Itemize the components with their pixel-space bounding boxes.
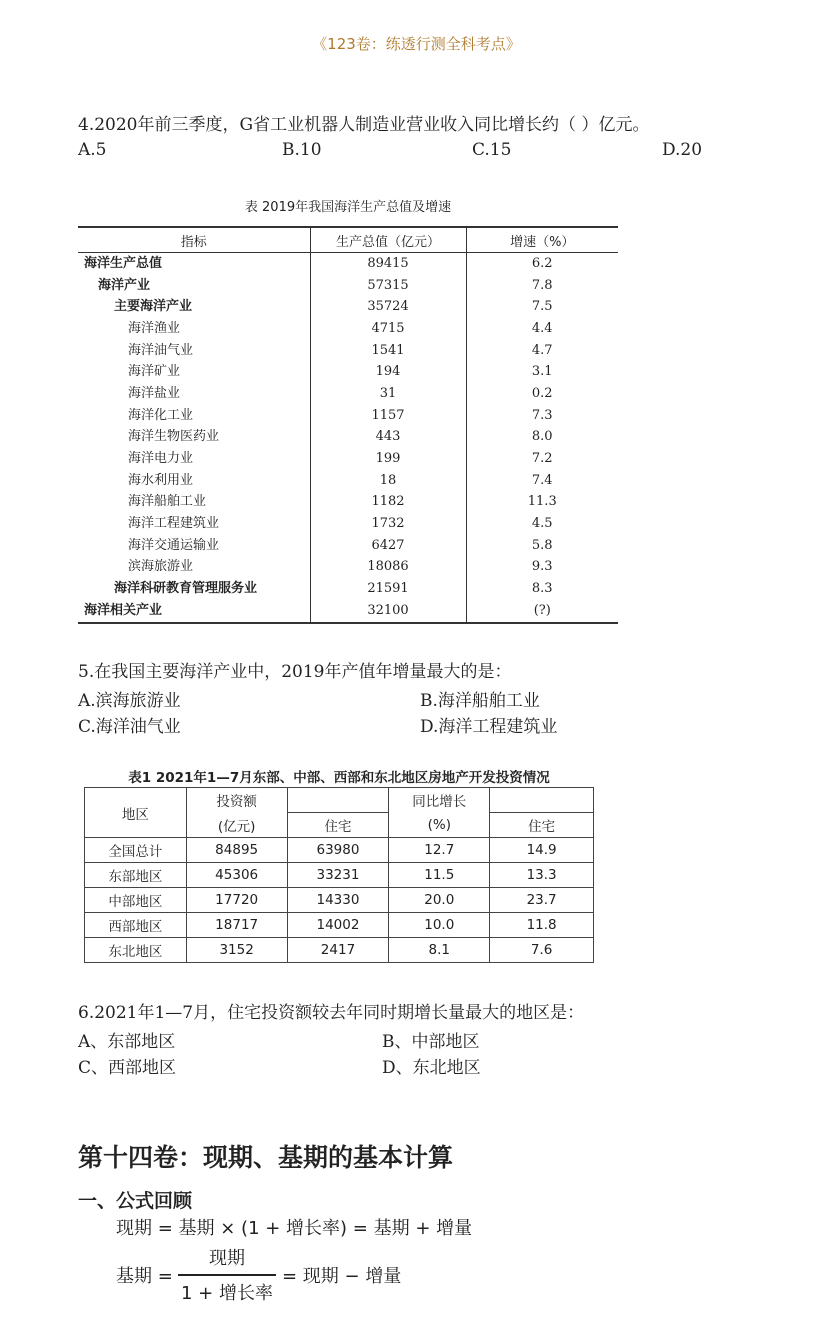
q6-option-d: D、东北地区 xyxy=(382,1058,481,1078)
section-title: 第十四卷：现期、基期的基本计算 xyxy=(78,1143,454,1172)
row-growth: 9.3 xyxy=(466,557,618,579)
question-4-text: 4.2020年前三季度，G省工业机器人制造业营业收入同比增长约（ ）亿元。 xyxy=(78,115,650,135)
table-row xyxy=(78,383,618,405)
row-name: 海洋科研教育管理服务业 xyxy=(114,581,258,597)
row-value: 1732 xyxy=(310,513,466,535)
row-value: 6427 xyxy=(310,535,466,557)
cell-investment: 17720 xyxy=(186,888,287,913)
row-value: 21591 xyxy=(310,578,466,600)
header-growth-residential: 住宅 xyxy=(490,813,594,838)
question-6-text: 6.2021年1—7月，住宅投资额较去年同时期增长量最大的地区是： xyxy=(78,1003,585,1023)
cell-investment: 45306 xyxy=(186,863,287,888)
row-growth: 7.4 xyxy=(466,470,618,492)
q6-option-b: B、中部地区 xyxy=(382,1032,480,1052)
row-name: 海洋船舶工业 xyxy=(128,494,207,510)
row-growth: 4.7 xyxy=(466,340,618,362)
formula-base-lhs: 基期 = xyxy=(116,1266,173,1287)
cell-growth-residential: 13.3 xyxy=(490,863,594,888)
row-growth: 3.1 xyxy=(466,361,618,383)
row-growth: 8.0 xyxy=(466,427,618,449)
row-name: 海洋电力业 xyxy=(128,451,194,467)
fraction-bar xyxy=(178,1274,276,1276)
table-row xyxy=(78,513,618,535)
cell-residential: 14330 xyxy=(287,888,389,913)
row-name: 海洋盐业 xyxy=(128,385,181,401)
cell-growth-residential: 11.8 xyxy=(490,913,594,938)
section-subtitle: 一、公式回顾 xyxy=(78,1190,193,1212)
formula-numerator: 现期 xyxy=(209,1248,245,1269)
cell-growth-residential: 7.6 xyxy=(490,938,594,963)
row-value: 443 xyxy=(310,427,466,449)
cell-growth: 20.0 xyxy=(389,888,490,913)
row-value: 1157 xyxy=(310,405,466,427)
header-region: 地区 xyxy=(85,788,187,838)
cell-investment: 18717 xyxy=(186,913,287,938)
table-row xyxy=(78,275,618,297)
cell-growth: 8.1 xyxy=(389,938,490,963)
cell-residential: 63980 xyxy=(287,838,389,863)
marine-gdp-table xyxy=(78,226,618,624)
question-5-text: 5.在我国主要海洋产业中，2019年产值年增量最大的是： xyxy=(78,662,512,682)
table-row xyxy=(78,535,618,557)
q5-option-d: D.海洋工程建筑业 xyxy=(420,717,558,737)
cell-residential: 14002 xyxy=(287,913,389,938)
cell-region: 全国总计 xyxy=(85,838,187,863)
table1-header-value: 生产总值（亿元） xyxy=(310,227,466,253)
header-residential: 住宅 xyxy=(287,813,389,838)
row-growth: 11.3 xyxy=(466,492,618,514)
table2-header-row-1 xyxy=(85,788,594,813)
table-row xyxy=(78,427,618,449)
row-value: 4715 xyxy=(310,318,466,340)
table-row xyxy=(78,578,618,600)
formula-denominator: 1 + 增长率 xyxy=(181,1283,273,1304)
row-name: 海洋矿业 xyxy=(128,364,181,380)
row-value: 199 xyxy=(310,448,466,470)
cell-investment: 3152 xyxy=(186,938,287,963)
row-name: 海水利用业 xyxy=(128,472,194,488)
cell-growth: 10.0 xyxy=(389,913,490,938)
row-name: 海洋生物医药业 xyxy=(128,429,220,445)
table1-header-indicator: 指标 xyxy=(78,227,310,253)
table-row xyxy=(78,340,618,362)
table-row xyxy=(78,405,618,427)
cell-residential: 33231 xyxy=(287,863,389,888)
row-growth: 5.8 xyxy=(466,535,618,557)
row-value: 18086 xyxy=(310,557,466,579)
row-name: 海洋工程建筑业 xyxy=(128,516,220,532)
row-name: 海洋生产总值 xyxy=(84,255,163,271)
row-name: 海洋油气业 xyxy=(128,342,194,358)
row-value: 1182 xyxy=(310,492,466,514)
table-row xyxy=(78,600,618,623)
table-row xyxy=(85,938,594,963)
q6-option-a: A、东部地区 xyxy=(78,1032,176,1052)
table-row xyxy=(78,361,618,383)
row-value: 35724 xyxy=(310,296,466,318)
cell-growth-residential: 14.9 xyxy=(490,838,594,863)
row-growth: 4.4 xyxy=(466,318,618,340)
header-growth: 同比增长 xyxy=(389,788,490,813)
row-growth: 7.3 xyxy=(466,405,618,427)
q4-option-c: C.15 xyxy=(472,140,512,160)
row-name: 海洋交通运输业 xyxy=(128,537,220,553)
table-row xyxy=(85,863,594,888)
header-growth-unit: (%) xyxy=(389,813,490,838)
row-name: 滨海旅游业 xyxy=(128,559,194,575)
table-row xyxy=(85,913,594,938)
cell-growth: 11.5 xyxy=(389,863,490,888)
row-growth: 7.8 xyxy=(466,275,618,297)
cell-growth: 12.7 xyxy=(389,838,490,863)
table-row xyxy=(78,448,618,470)
q5-option-c: C.海洋油气业 xyxy=(78,717,181,737)
cell-region: 东部地区 xyxy=(85,863,187,888)
row-value: 57315 xyxy=(310,275,466,297)
row-name: 海洋产业 xyxy=(98,277,151,293)
row-value: 18 xyxy=(310,470,466,492)
row-growth: 6.2 xyxy=(466,253,618,275)
table1-caption: 表 2019年我国海洋生产总值及增速 xyxy=(244,200,452,215)
row-value: 1541 xyxy=(310,340,466,362)
row-growth: 0.2 xyxy=(466,383,618,405)
page-header-title: 《123卷：练透行测全科考点》 xyxy=(312,35,521,53)
table-row xyxy=(85,888,594,913)
header-investment: 投资额 xyxy=(186,788,287,813)
q5-option-b: B.海洋船舶工业 xyxy=(420,691,540,711)
cell-growth-residential: 23.7 xyxy=(490,888,594,913)
table1-header-row xyxy=(78,227,618,253)
table-row xyxy=(85,838,594,863)
table-row xyxy=(78,557,618,579)
q6-option-c: C、西部地区 xyxy=(78,1058,177,1078)
cell-region: 东北地区 xyxy=(85,938,187,963)
row-name: 海洋相关产业 xyxy=(78,600,310,623)
row-growth: 7.5 xyxy=(466,296,618,318)
table-row xyxy=(78,470,618,492)
row-value: 32100 xyxy=(310,600,466,623)
row-name: 海洋渔业 xyxy=(128,320,181,336)
row-name: 海洋化工业 xyxy=(128,407,194,423)
table-row xyxy=(78,492,618,514)
cell-region: 中部地区 xyxy=(85,888,187,913)
q4-option-a: A.5 xyxy=(78,140,107,160)
real-estate-investment-table xyxy=(84,787,594,963)
table-row xyxy=(78,296,618,318)
row-value: 31 xyxy=(310,383,466,405)
q4-option-b: B.10 xyxy=(282,140,322,160)
formula-current-period: 现期 = 基期 × (1 + 增长率) = 基期 + 增量 xyxy=(116,1218,473,1239)
cell-region: 西部地区 xyxy=(85,913,187,938)
header-investment-unit: (亿元) xyxy=(186,813,287,838)
table2-caption: 表1 2021年1—7月东部、中部、西部和东北地区房地产开发投资情况 xyxy=(128,770,550,786)
table1-header-growth: 增速（%） xyxy=(466,227,618,253)
formula-base-rhs: = 现期 − 增量 xyxy=(282,1266,402,1287)
row-name: 主要海洋产业 xyxy=(114,299,193,315)
table-row xyxy=(78,253,618,275)
cell-residential: 2417 xyxy=(287,938,389,963)
row-growth: 8.3 xyxy=(466,578,618,600)
row-value: 89415 xyxy=(310,253,466,275)
row-growth: (?) xyxy=(466,600,618,623)
q5-option-a: A.滨海旅游业 xyxy=(78,691,181,711)
table-row xyxy=(78,318,618,340)
row-value: 194 xyxy=(310,361,466,383)
row-growth: 4.5 xyxy=(466,513,618,535)
row-growth: 7.2 xyxy=(466,448,618,470)
cell-investment: 84895 xyxy=(186,838,287,863)
q4-option-d: D.20 xyxy=(662,140,703,160)
